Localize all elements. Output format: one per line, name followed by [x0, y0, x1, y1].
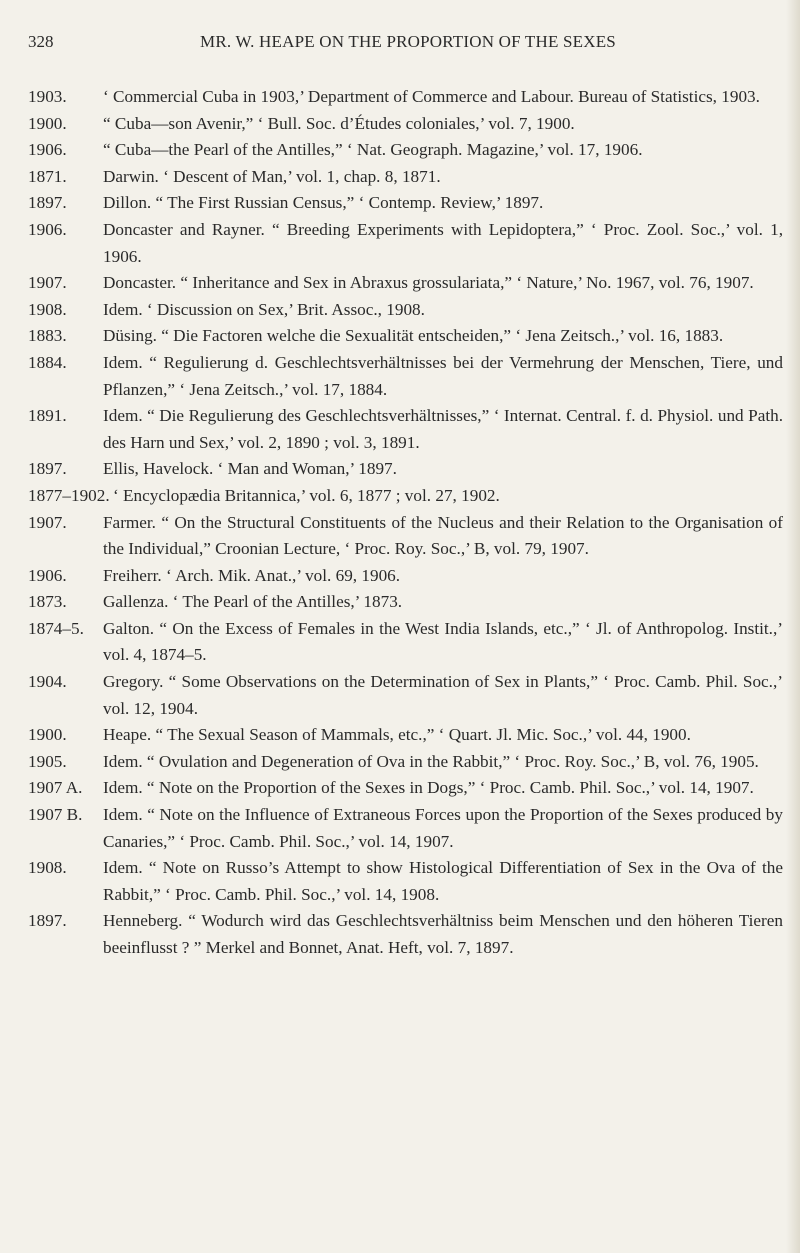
entry-text: Doncaster and Rayner. “ Breeding Experiments with Lepidoptera,” ‘ Proc. Zool. Soc.,’ vol. 1, 1906. [103, 219, 783, 266]
entry-text: Freiherr. ‘ Arch. Mik. Anat.,’ vol. 69, 1906. [103, 565, 401, 585]
bibliography-list [28, 84, 783, 962]
entry-year: 1900. [28, 725, 67, 745]
entry-text: “ Cuba—son Avenir,” ‘ Bull. Soc. d’Études coloniales,’ vol. 7, 1900. [103, 113, 575, 133]
bibliography-entry [28, 669, 783, 722]
bibliography-entry [28, 722, 783, 749]
running-title: MR. W. HEAPE ON THE PROPORTION OF THE SEXES [200, 32, 616, 51]
bibliography-entry [28, 563, 783, 590]
entry-year: 1907. [28, 273, 67, 293]
entry-text: Ellis, Havelock. ‘ Man and Woman,’ 1897. [103, 459, 397, 479]
entry-year: 1903. [28, 87, 67, 106]
bibliography-entry [28, 137, 783, 164]
bibliography-entry [28, 84, 783, 111]
entry-text: Gallenza. ‘ The Pearl of the Antilles,’ 1873. [103, 592, 403, 612]
entry-year: 1904. [28, 672, 67, 692]
entry-text: Darwin. ‘ Descent of Man,’ vol. 1, chap. 8, 1871. [103, 166, 441, 186]
entry-year: 1897. [28, 193, 67, 213]
entry-year: 1897. [28, 459, 67, 479]
bibliography-entry [28, 217, 783, 270]
entry-year: 1907. [28, 512, 67, 532]
entry-text: Düsing. “ Die Factoren welche die Sexualität entscheiden,” ‘ Jena Zeitsch.,’ vol. 16, 1883. [103, 326, 724, 346]
entry-year: 1877–1902. [28, 485, 110, 505]
entry-year: 1874–5. [28, 618, 84, 638]
entry-year: 1897. [28, 911, 67, 931]
page-edge-shadow [786, 0, 800, 1253]
bibliography-entry [28, 908, 783, 961]
bibliography-entry [28, 483, 783, 510]
entry-text: Idem. “ Note on Russo’s Attempt to show Histological Differentiation of Sex in the Ova of the Rabbit,” ‘ Proc. Camb. Phil. Soc.,’ vol. 14, 1908. [103, 858, 783, 904]
entry-year: 1873. [28, 592, 67, 612]
bibliography-entry [28, 403, 783, 456]
entry-year: 1906. [28, 565, 67, 585]
entry-year: 1908. [28, 299, 67, 319]
entry-text: Galton. “ On the Excess of Females in the West India Islands, etc.,” ‘ Jl. of Anthropolog. Instit.,’ vol. 4, 1874–5. [103, 618, 783, 665]
bibliography-entry [28, 164, 783, 191]
entry-year: 1906. [28, 219, 67, 239]
entry-text: Heape. “ The Sexual Season of Mammals, etc.,” ‘ Quart. Jl. Mic. Soc.,’ vol. 44, 1900. [103, 725, 691, 745]
entry-year: 1871. [28, 166, 67, 186]
entry-text: ‘ Encyclopædia Britannica,’ vol. 6, 1877 ; vol. 27, 1902. [113, 485, 500, 505]
bibliography-entry [28, 775, 783, 802]
bibliography-entry [28, 270, 783, 297]
entry-year: 1908. [28, 858, 67, 878]
bibliography-entry [28, 510, 783, 563]
entry-text: Idem. “ Note on the Influence of Extraneous Forces upon the Proportion of the Sexes produced by Canaries,” ‘ Proc. Camb. Phil. Soc.,’ vol. 14, 1907. [103, 805, 783, 851]
page-header [28, 32, 788, 56]
entry-text: Idem. ‘ Discussion on Sex,’ Brit. Assoc., 1908. [103, 299, 425, 319]
bibliography-entry [28, 323, 783, 350]
bibliography-entry [28, 190, 783, 217]
entry-text: Doncaster. “ Inheritance and Sex in Abraxus grossulariata,” ‘ Nature,’ No. 1967, vol. 76, 1907. [103, 273, 754, 293]
entry-text: Henneberg. “ Wodurch wird das Geschlechtsverhältniss beim Menschen und den höheren Tieren beeinflusst ? ” Merkel and Bonnet, Anat. Heft, vol. 7, 1897. [103, 911, 783, 957]
entry-text: Dillon. “ The First Russian Census,” ‘ Contemp. Review,’ 1897. [103, 193, 544, 213]
entry-year: 1884. [28, 352, 67, 372]
entry-text: Gregory. “ Some Observations on the Determination of Sex in Plants,” ‘ Proc. Camb. Phil. Soc.,’ vol. 12, 1904. [103, 672, 783, 718]
entry-year: 1906. [28, 140, 67, 160]
bibliography-entry [28, 111, 783, 138]
bibliography-entry [28, 297, 783, 324]
entry-text: Idem. “ Note on the Proportion of the Sexes in Dogs,” ‘ Proc. Camb. Phil. Soc.,’ vol. 14, 1907. [103, 778, 754, 798]
entry-text: “ Cuba—the Pearl of the Antilles,” ‘ Nat. Geograph. Magazine,’ vol. 17, 1906. [103, 140, 643, 160]
entry-year: 1891. [28, 406, 67, 426]
entry-text: Idem. “ Ovulation and Degeneration of Ova in the Rabbit,” ‘ Proc. Roy. Soc.,’ B, vol. 76, 1905. [103, 751, 759, 771]
bibliography-entry [28, 350, 783, 403]
entry-year: 1883. [28, 326, 67, 346]
bibliography-entry [28, 802, 783, 855]
bibliography-entry [28, 589, 783, 616]
entry-year: 1905. [28, 751, 67, 771]
entry-text: ‘ Commercial Cuba in 1903,’ Department of Commerce and Labour. Bureau of Statistics, 1903. [103, 87, 760, 106]
bibliography-entry [28, 616, 783, 669]
entry-text: Farmer. “ On the Structural Constituents of the Nucleus and their Relation to the Organisation of the Individual,” Croonian Lecture, ‘ Proc. Roy. Soc.,’ B, vol. 79, 1907. [103, 512, 783, 559]
entry-text: Idem. “ Die Regulierung des Geschlechtsverhältnisses,” ‘ Internat. Central. f. d. Physiol. und Path. des Harn und Sex,’ vol. 2, 1890 ; vol. 3, 1891. [103, 406, 783, 452]
entry-text: Idem. “ Regulierung d. Geschlechtsverhältnisses bei der Vermehrung der Menschen, Tiere, und Pflanzen,” ‘ Jena Zeitsch.,’ vol. 17, 1884. [103, 352, 783, 399]
entry-year: 1907 B. [28, 805, 83, 825]
bibliography-entry [28, 456, 783, 483]
entry-year: 1900. [28, 113, 67, 133]
entry-year: 1907 A. [28, 778, 83, 798]
bibliography-entry [28, 749, 783, 776]
bibliography-entry [28, 855, 783, 908]
page-number: 328 [28, 32, 54, 51]
